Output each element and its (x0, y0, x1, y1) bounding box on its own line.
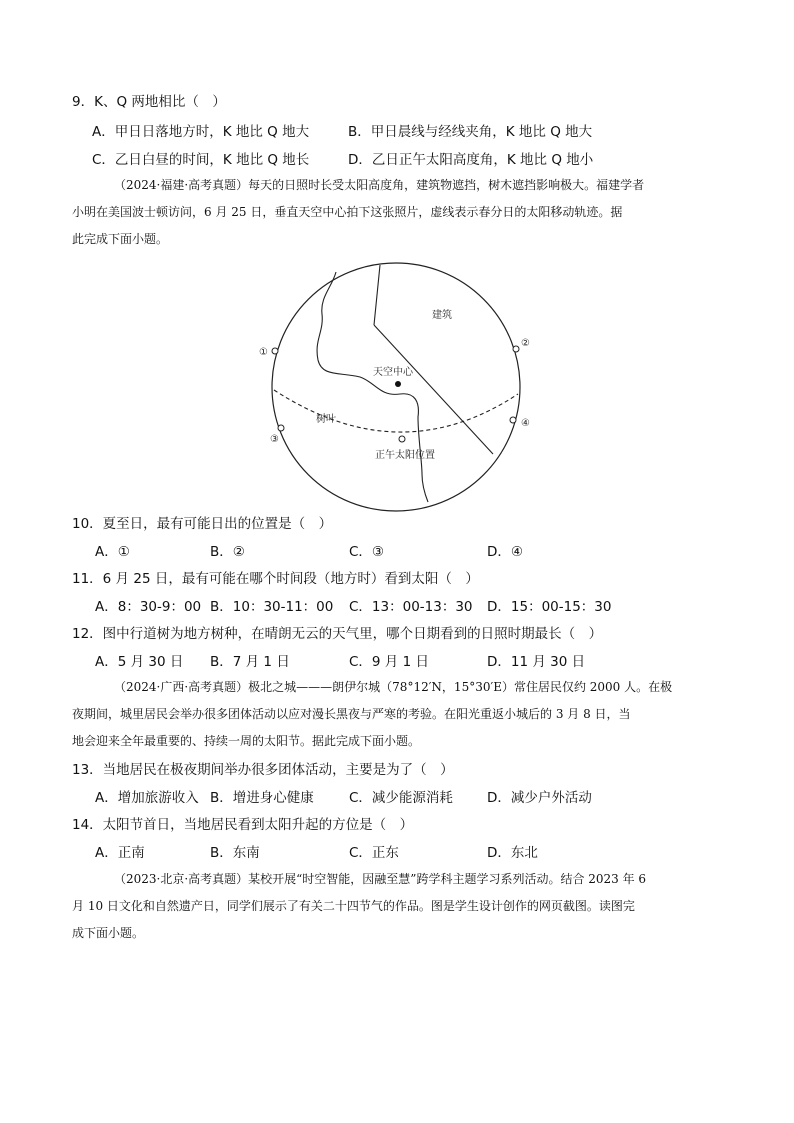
q11-option-c: C．13：00-13：30 (349, 599, 473, 615)
q14-stem: 14．太阳节首日，当地居民看到太阳升起的方位是（ ） (72, 817, 414, 833)
position-1-marker (272, 348, 278, 354)
q14-option-b: B．东南 (210, 845, 260, 861)
intro3-line1: （2023·北京·高考真题）某校开展“时空智能，因融至慧”跨学科主题学习系列活动。结合 2023 年 6 (114, 872, 647, 886)
label-position-3: ③ (270, 434, 279, 445)
q9-option-c: C．乙日白昼的时间，K 地比 Q 地长 (92, 152, 310, 168)
q11-option-d: D．15：00-15：30 (487, 599, 612, 615)
intro2-line2: 夜期间，城里居民会举办很多团体活动以应对漫长黑夜与严寒的考验。在阳光重返小城后的 3 月 8 日，当 (72, 707, 631, 721)
building-edge-vertical (374, 265, 380, 325)
tree-outline (317, 272, 428, 502)
q10-stem: 10．夏至日，最有可能日出的位置是（ ） (72, 516, 333, 532)
q13-option-d: D．减少户外活动 (487, 790, 592, 806)
q9-option-b: B．甲日晨线与经线夹角，K 地比 Q 地大 (348, 124, 593, 140)
q14-option-a: A．正南 (95, 845, 145, 861)
label-position-1: ① (259, 347, 268, 358)
label-position-4: ④ (521, 418, 530, 429)
intro-passage-fujian (72, 172, 722, 253)
label-sky-center: 天空中心 (373, 367, 413, 378)
position-4-marker (510, 417, 516, 423)
q12-stem: 12．图中行道树为地方树种，在晴朗无云的天气里，哪个日期看到的日照时期最长（ ） (72, 626, 603, 642)
intro1-line3: 此完成下面小题。 (72, 232, 169, 246)
q9-option-a: A．甲日日落地方时，K 地比 Q 地大 (92, 124, 310, 140)
q12-option-c: C．9 月 1 日 (349, 654, 429, 670)
label-tree: 树叶 (316, 414, 336, 425)
q11-option-a: A．8：30-9：00 (95, 599, 202, 615)
label-noon-sun: 正午太阳位置 (375, 450, 435, 461)
sky-center-dot (395, 381, 401, 387)
q9-stem: 9．K、Q 两地相比（ ） (72, 94, 226, 110)
position-3-marker (278, 425, 284, 431)
intro3-line3: 成下面小题。 (72, 926, 145, 940)
q12-option-d: D．11 月 30 日 (487, 654, 586, 670)
sky-circle (272, 263, 520, 511)
intro2-line1: （2024·广西·高考真题）极北之城———朗伊尔城（78°12′N，15°30′E）常住居民仅约 2000 人。在极 (114, 680, 673, 694)
q10-option-d: D．④ (487, 544, 523, 560)
q10-option-c: C．③ (349, 544, 385, 560)
position-2-marker (513, 346, 519, 352)
intro-passage-beijing (72, 866, 722, 947)
q13-stem: 13．当地居民在极夜期间举办很多团体活动，主要是为了（ ） (72, 762, 454, 778)
q10-option-a: A．① (95, 544, 130, 560)
q14-option-d: D．东北 (487, 845, 538, 861)
intro1-line1: （2024·福建·高考真题）每天的日照时长受太阳高度角，建筑物遮挡，树木遮挡影响极大。福建学者 (114, 178, 645, 192)
intro3-line2: 月 10 日文化和自然遗产日，同学们展示了有关二十四节气的作品。图是学生设计创作的网页截图。读图完 (72, 899, 635, 913)
q12-option-b: B．7 月 1 日 (210, 654, 290, 670)
q12-option-a: A．5 月 30 日 (95, 654, 184, 670)
q11-stem: 11．6 月 25 日，最有可能在哪个时间段（地方时）看到太阳（ ） (72, 571, 479, 587)
noon-sun-marker (399, 436, 405, 442)
q14-option-c: C．正东 (349, 845, 399, 861)
q13-option-c: C．减少能源消耗 (349, 790, 453, 806)
q9-option-d: D．乙日正午太阳高度角，K 地比 Q 地小 (348, 152, 594, 168)
sky-photo-diagram (250, 262, 540, 512)
label-position-2: ② (521, 338, 530, 349)
q13-option-b: B．增进身心健康 (210, 790, 314, 806)
q13-option-a: A．增加旅游收入 (95, 790, 199, 806)
building-edge-diagonal (374, 325, 493, 454)
intro1-line2: 小明在美国波士顿访问，6 月 25 日，垂直天空中心拍下这张照片，虚线表示春分日的太阳移动轨迹。据 (72, 205, 623, 219)
q10-option-b: B．② (210, 544, 245, 560)
q11-option-b: B．10：30-11：00 (210, 599, 334, 615)
equinox-sun-path (274, 390, 518, 432)
label-building: 建筑 (432, 310, 452, 321)
intro-passage-guangxi (72, 674, 722, 755)
intro2-line3: 地会迎来全年最重要的、持续一周的太阳节。据此完成下面小题。 (72, 734, 421, 748)
